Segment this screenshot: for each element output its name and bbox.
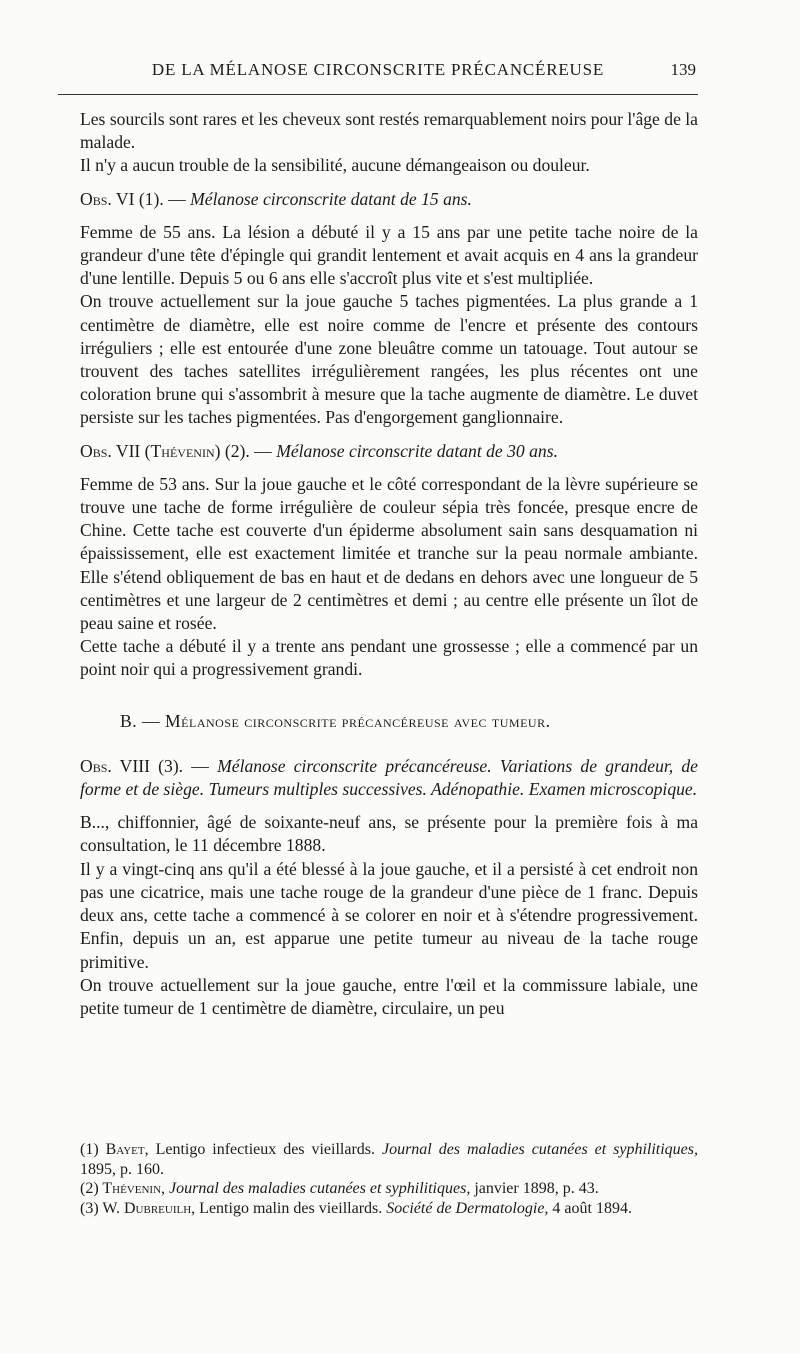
observation-heading [80,188,698,211]
running-header [58,58,698,88]
paragraph: Femme de 53 ans. Sur la joue gauche et le côté correspondant de la lèvre supérieure se trouve une tache de forme irrégulière de couleur sépia très foncée, presque encre de Chine. Cette tache est couverte d'un épiderme absolument sain sans desquamation ni épaississement, elle est exactement limitée et tranche sur la peau normale ambiante. Elle s'étend obliquement de bas en haut et de dedans en dehors avec une longueur de 5 centimètres et une largeur de 2 centimètres et demi ; au centre elle présente un îlot de peau saine et rosée. [80,473,698,634]
paragraph: Femme de 55 ans. La lésion a débuté il y a 15 ans par une petite tache noire de la grandeur d'une tête d'épingle qui grandit lentement et avait acquis en 4 ans la grandeur d'une lentille. Depuis 5 ou 6 ans elle s'accroît plus vite et s'est multipliée. [80,221,698,289]
footnote-end: janvier 1898, p. 43. [474,1180,599,1197]
footnote-journal: Journal des maladies cutanées et syphilitiques, [381,1141,699,1158]
footnotes [80,1140,698,1218]
paragraph: Cette tache a débuté il y a trente ans pendant une grossesse ; elle a commencé par un point noir qui a progressivement grandi. [80,636,698,680]
footnote [80,1179,698,1199]
paragraph: On trouve actuellement sur la joue gauche, entre l'œil et la commissure labiale, une petite tumeur de 1 centimètre de diamètre, circulaire, un peu [80,974,698,1018]
observation-title: Mélanose circonscrite datant de 30 ans. [276,440,558,461]
observation-label: Obs. VI (1). — [80,188,186,209]
observation-heading [80,755,698,801]
footnote-author: (1) Bayet, [80,1141,149,1158]
footnote-author: (2) Thévenin, [80,1180,166,1197]
running-title: DE LA MÉLANOSE CIRCONSCRITE PRÉCANCÉREUSE [151,60,605,79]
footnote-end: 4 août 1894. [552,1199,632,1217]
paragraph: Les sourcils sont rares et les cheveux sont restés remarquablement noirs pour l'âge de la malade. [80,109,698,153]
observation-title: Mélanose circonscrite précancéreuse. Variations de grandeur, de forme et de siège. Tumeurs multiples successives. Adénopathie. Examen microscopique. [80,755,698,800]
paragraph: Il n'y a aucun trouble de la sensibilité, aucune démangeaison ou douleur. [80,155,590,176]
observation-label: Obs. VIII (3). — [80,755,209,776]
page-number: 139 [670,60,696,79]
observation-heading [80,440,698,463]
observation-title: Mélanose circonscrite datant de 15 ans. [190,188,472,209]
footnote-text: Lentigo malin des vieillards. [199,1199,383,1217]
footnote-end: 1895, p. 160. [80,1160,164,1178]
observation-label: Obs. VII (Thévenin) (2). — [80,440,272,461]
footnote [80,1199,698,1219]
footnote [80,1140,698,1179]
footnote-journal: Journal des maladies cutanées et syphilitiques, [169,1180,471,1197]
paragraph: B..., chiffonnier, âgé de soixante-neuf ans, se présente pour la première fois à ma consultation, le 11 décembre 1888. [80,812,698,856]
paragraph: Il y a vingt-cinq ans qu'il a été blessé à la joue gauche, et il a persisté à cet endroit non pas une cicatrice, mais une tache rouge de la grandeur d'une pièce de 1 franc. Depuis deux ans, cette tache a commencé à se colorer en noir et à s'étendre progressivement. Enfin, depuis un an, est apparue une petite tumeur au niveau de la tache rouge primitive. [80,858,698,972]
paragraph: On trouve actuellement sur la joue gauche 5 taches pigmentées. La plus grande a 1 centimètre de diamètre, elle est noire comme de l'encre et présente des contours irréguliers ; elle est entourée d'une zone bleuâtre comme un tatouage. Tout autour se trouvent des taches satellites irrégulièrement rangées, les plus récentes ont une coloration brune qui s'assombrit à mesure que la tache augmente de diamètre. Le duvet persiste sur les taches pigmentées. Pas d'engorgement ganglionnaire. [80,291,698,428]
section-heading: B. — Mélanose circonscrite précancéreuse avec tumeur. [120,710,551,731]
header-rule [58,94,698,95]
footnote-author: (3) W. Dubreuilh, [80,1199,196,1217]
body-text [80,108,698,1020]
footnote-journal: Société de Dermatologie, [386,1199,549,1217]
footnote-text: Lentigo infectieux des vieillards. [155,1141,376,1158]
